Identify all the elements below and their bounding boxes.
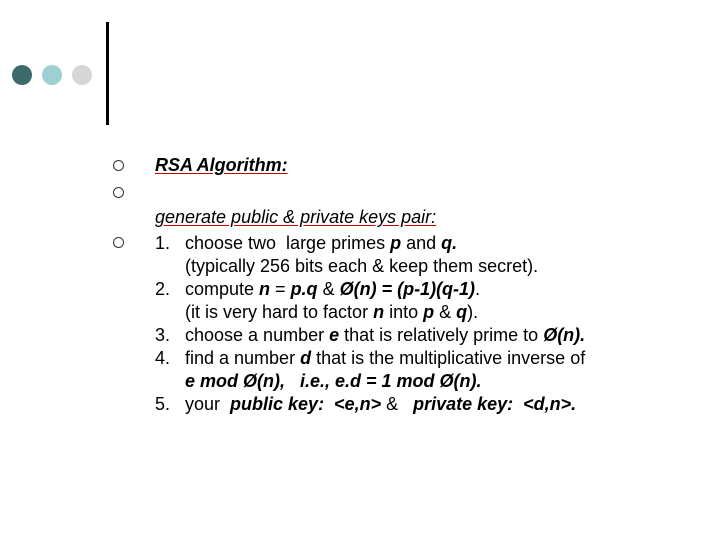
emphasis-text: Ø(n) = (p-1)(q-1) — [339, 279, 476, 299]
steps-list — [155, 232, 585, 416]
step-text: compute — [185, 279, 260, 299]
step-number: 5. — [155, 394, 171, 414]
emphasis-text: p.q — [290, 279, 318, 299]
decor-dot-2 — [42, 65, 62, 85]
step-text: your — [185, 394, 231, 414]
step-item — [155, 393, 585, 416]
step-text: choose two large primes — [185, 233, 391, 253]
emphasis-text: q — [456, 302, 468, 322]
step-text: that is the multiplicative inverse of — [311, 348, 586, 368]
step-number: 4. — [155, 348, 171, 368]
step-text: choose a number — [185, 325, 330, 345]
emphasis-text: private key: <d,n>. — [413, 394, 577, 414]
step-text: & — [434, 302, 457, 322]
step-item — [155, 232, 585, 278]
emphasis-text: e — [329, 325, 340, 345]
emphasis-text: p — [423, 302, 435, 322]
step-text: & — [381, 394, 414, 414]
emphasis-text: e mod Ø(n), i.e., e.d = 1 mod Ø(n). — [185, 371, 482, 391]
step-number: 1. — [155, 233, 171, 253]
step-line — [185, 370, 585, 393]
decor-dot-1 — [12, 65, 32, 85]
step-text: & — [317, 279, 340, 299]
step-line — [185, 278, 585, 301]
emphasis-text: q. — [441, 233, 458, 253]
step-line — [185, 324, 585, 347]
step-number: 3. — [155, 325, 171, 345]
step-line — [185, 301, 585, 324]
slide-subtitle: generate public & private keys pair: — [155, 207, 437, 227]
decor-vertical-line — [106, 22, 109, 125]
step-item — [155, 324, 585, 347]
step-text: = — [270, 279, 291, 299]
step-text: that is relatively prime to — [339, 325, 544, 345]
step-text: (typically 256 bits each & keep them secret). — [185, 256, 539, 276]
bullet-icon — [113, 160, 124, 171]
step-text: into — [384, 302, 424, 322]
emphasis-text: Ø(n). — [543, 325, 586, 345]
step-text: . — [475, 279, 481, 299]
emphasis-text: d — [300, 348, 312, 368]
step-text: (it is very hard to factor — [185, 302, 374, 322]
emphasis-text: n — [259, 279, 271, 299]
bullet-icon — [113, 187, 124, 198]
emphasis-text: n — [373, 302, 385, 322]
emphasis-text: p — [390, 233, 402, 253]
step-text: and — [401, 233, 442, 253]
step-text: find a number — [185, 348, 301, 368]
slide-title: RSA Algorithm: — [155, 155, 288, 175]
step-text: ). — [467, 302, 479, 322]
step-item — [155, 347, 585, 393]
step-number: 2. — [155, 279, 171, 299]
bullet-icon — [113, 237, 124, 248]
step-line — [185, 255, 585, 278]
emphasis-text: public key: <e,n> — [230, 394, 382, 414]
decor-dot-3 — [72, 65, 92, 85]
step-line — [185, 232, 585, 255]
step-line — [185, 393, 585, 416]
step-item — [155, 278, 585, 324]
step-line — [185, 347, 585, 370]
